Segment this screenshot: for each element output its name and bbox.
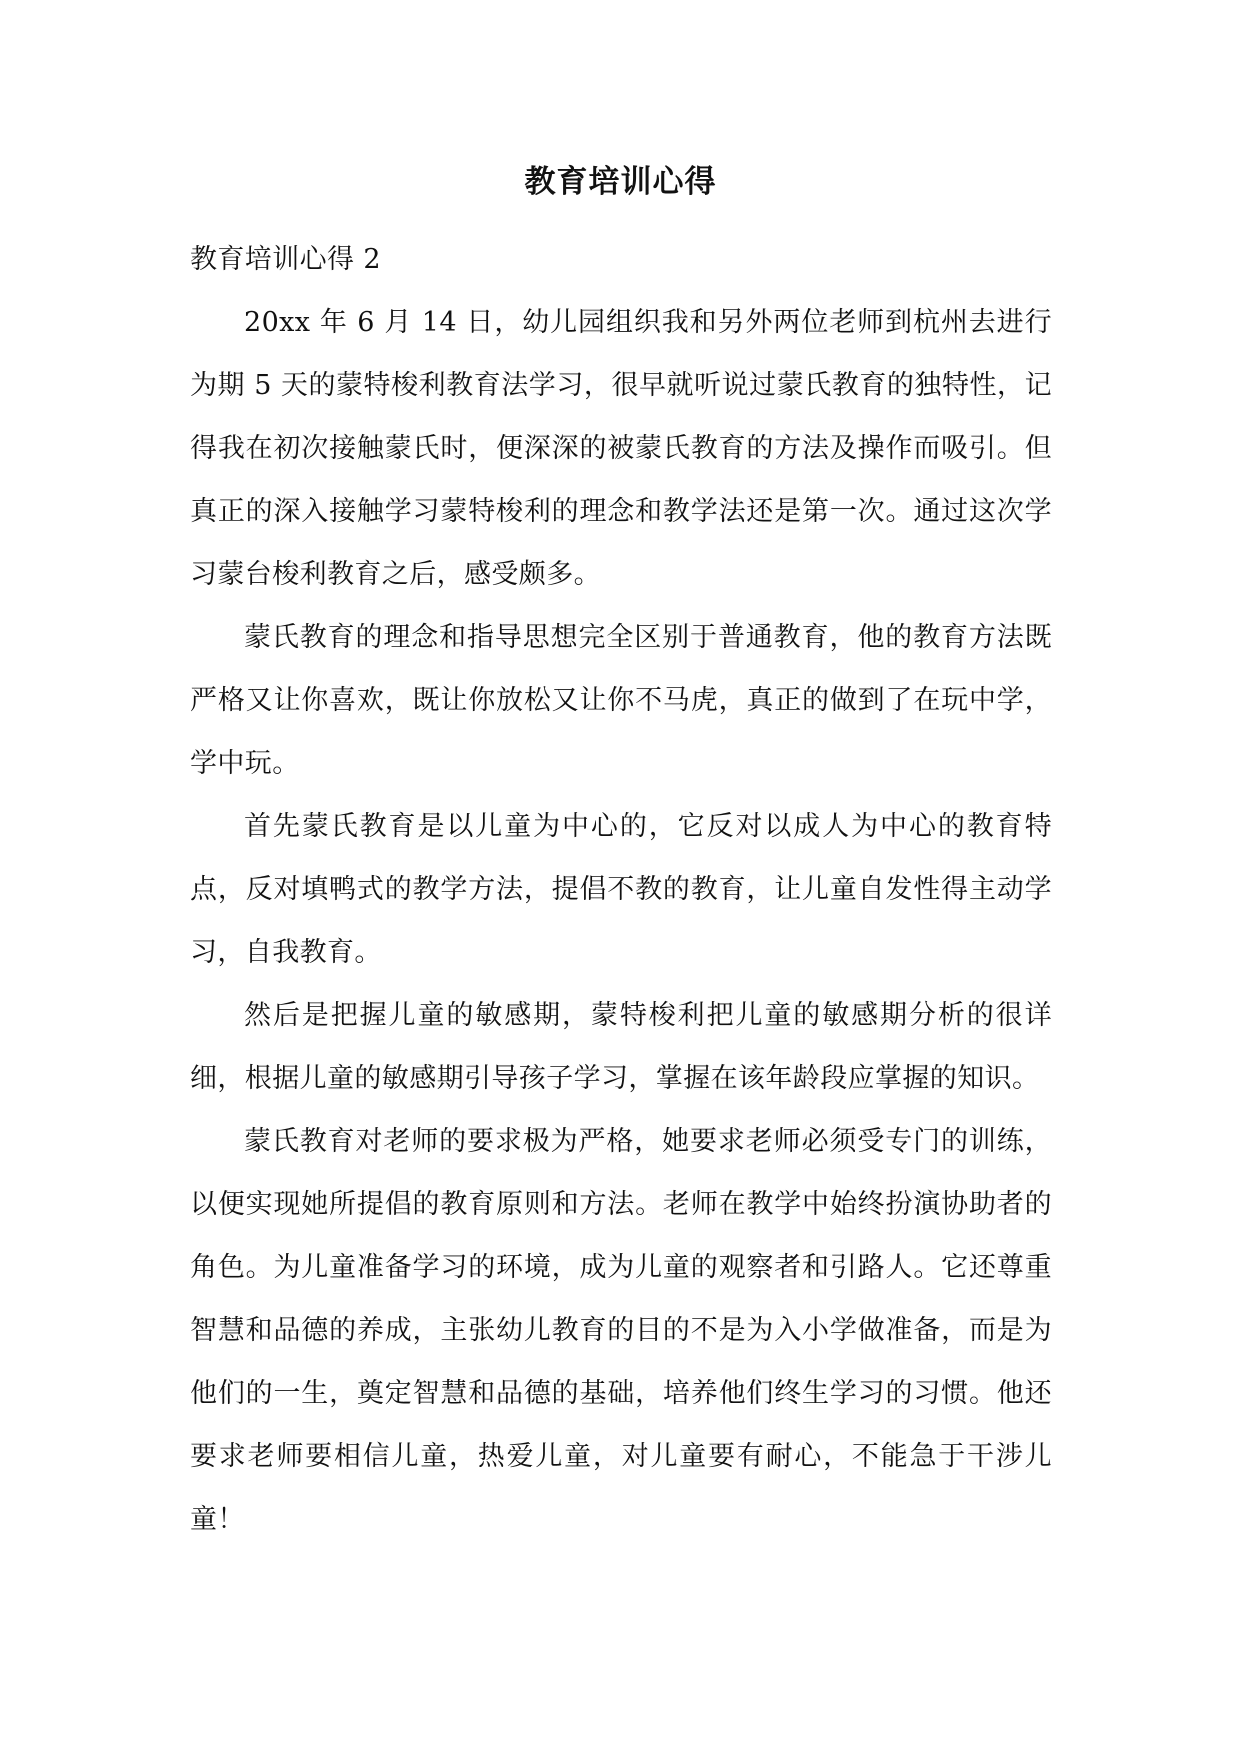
- paragraph-2: 蒙氏教育的理念和指导思想完全区别于普通教育，他的教育方法既严格又让你喜欢，既让你放松又让你不马虎，真正的做到了在玩中学，学中玩。: [190, 622, 1052, 779]
- paragraph-5: 蒙氏教育对老师的要求极为严格，她要求老师必须受专门的训练，以便实现她所提倡的教育原则和方法。老师在教学中始终扮演协助者的角色。为儿童准备学习的环境，成为儿童的观察者和引路人。它还尊重智慧和品德的养成，主张幼儿教育的目的不是为入小学做准备，而是为他们的一生，奠定智慧和品德的基础，培养他们终生学习的习惯。他还要求老师要相信儿童，热爱儿童，对儿童要有耐心，不能急于干涉儿童！: [190, 1126, 1052, 1535]
- paragraph-1: 20xx 年 6 月 14 日，幼儿园组织我和另外两位老师到杭州去进行为期 5 天的蒙特梭利教育法学习，很早就听说过蒙氏教育的独特性，记得我在初次接触蒙氏时，便深深的被蒙氏教育的方法及操作而吸引。但真正的深入接触学习蒙特梭利的理念和教学法还是第一次。通过这次学习蒙台梭利教育之后，感受颇多。: [190, 307, 1052, 590]
- document-body: [190, 228, 1052, 1551]
- document-title: 教育培训心得: [524, 164, 717, 200]
- document-subtitle: 教育培训心得 2: [190, 244, 381, 275]
- paragraph-4: 然后是把握儿童的敏感期，蒙特梭利把儿童的敏感期分析的很详细，根据儿童的敏感期引导孩子学习，掌握在该年龄段应掌握的知识。: [190, 1000, 1052, 1094]
- paragraph-3: 首先蒙氏教育是以儿童为中心的，它反对以成人为中心的教育特点，反对填鸭式的教学方法，提倡不教的教育，让儿童自发性得主动学习，自我教育。: [190, 811, 1052, 968]
